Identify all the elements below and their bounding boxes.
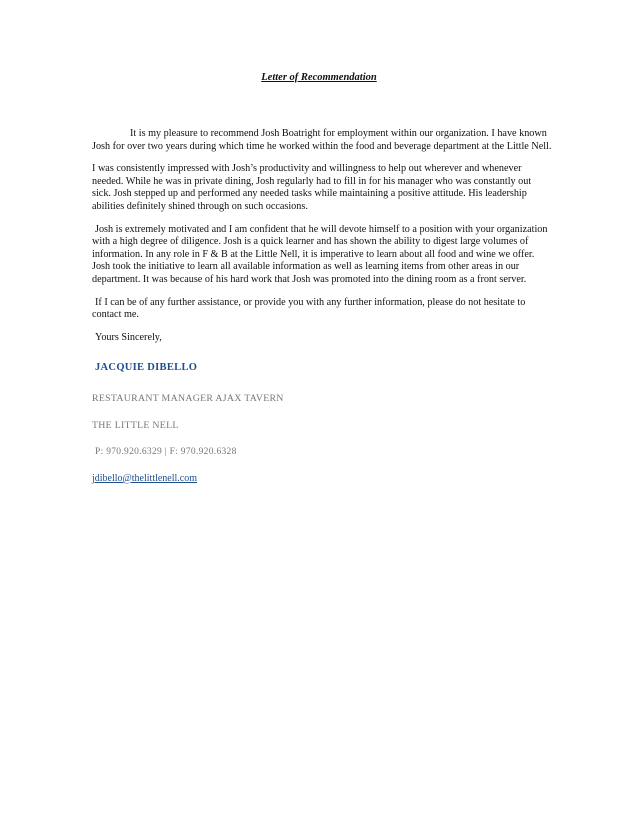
paragraph-productivity: I was consistently impressed with Josh’s productivity and willingness to help out wherever and whenever needed. While he was in private dining, Josh regularly had to fill in for his manager who was constantly out sick. Josh stepped up and performed any needed tasks while maintaining a positive attitude. His leadership abilities definitely shined through on such occasions.: [92, 163, 532, 212]
signature-title: RESTAURANT MANAGER AJAX TAVERN: [92, 392, 284, 404]
closing-salutation: Yours Sincerely,: [95, 331, 162, 343]
paragraph-motivation: Josh is extremely motivated and I am confident that he will devote himself to a position with your organization with a high degree of diligence. Josh is a quick learner and has shown the ability to digest large volumes of information. In any role in F & B at the Little Nell, it is imperative to learn about all food and wine we offer. Josh took the initiative to learn all available information as well as learning items from other areas in our department. It was because of his hard work that Josh was promoted into the dining room as a front server.: [92, 223, 548, 285]
signature-email-link[interactable]: jdibello@thelittlenell.com: [92, 472, 198, 484]
letter-body: [92, 128, 552, 485]
letter-title: Letter of Recommendation: [261, 72, 377, 83]
signature-name: JACQUIE DIBELLO: [95, 362, 198, 374]
paragraph-introduction: It is my pleasure to recommend Josh Boatright for employment within our organization. I have known Josh for over two years during which time he worked within the food and beverage department at the Little Nell.: [92, 128, 552, 152]
signature-phone-fax: P: 970.920.6329 | F: 970.920.6328: [95, 447, 237, 458]
paragraph-contact: If I can be of any further assistance, or provide you with any further information, please do not hesitate to contact me.: [92, 296, 526, 321]
signature-organization: THE LITTLE NELL: [92, 419, 179, 431]
